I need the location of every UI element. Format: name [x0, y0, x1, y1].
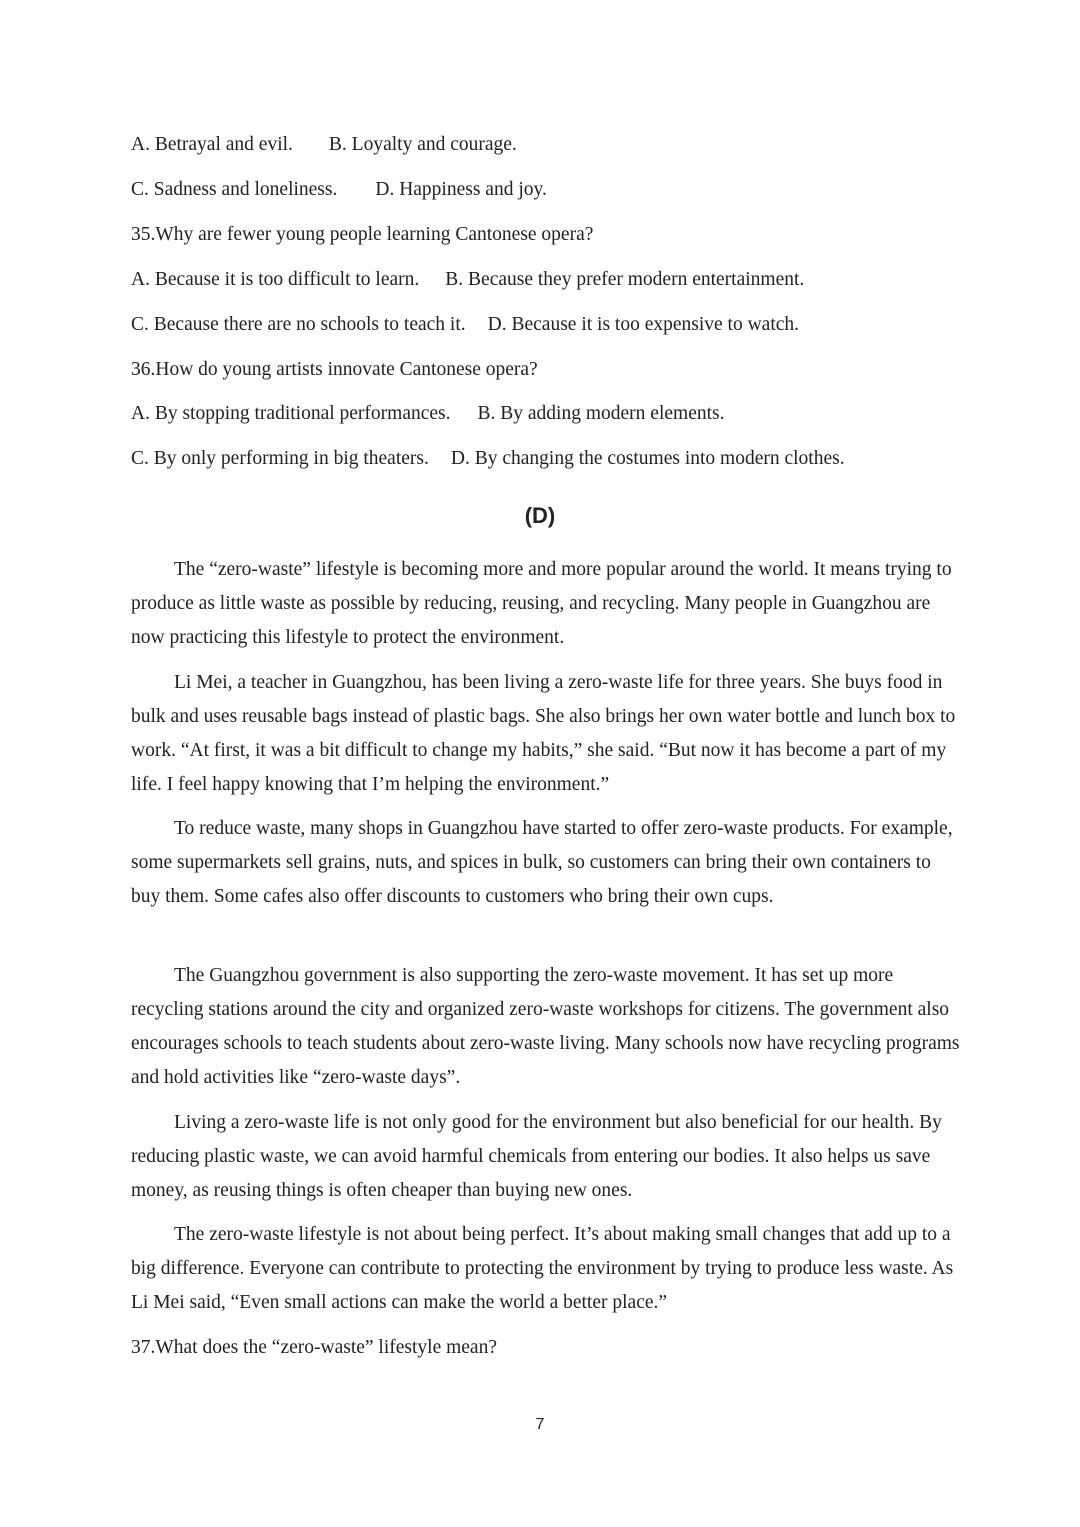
q34-option-d: D. Happiness and joy.	[375, 179, 547, 200]
q37-question: 37.What does the “zero-waste” lifestyle mean?	[131, 1337, 497, 1358]
q35-question: 35.Why are fewer young people learning Cantonese opera?	[131, 224, 594, 245]
passage-paragraph-6: The zero-waste lifestyle is not about being perfect. It’s about making small changes that add up to a big difference. Everyone can contribute to protecting the environment by trying to produce less waste. As Li Mei said, “Even small actions can make the world a better place.”	[131, 1224, 954, 1313]
q34-options-row-2	[131, 179, 547, 201]
q34-option-c: C. Sadness and loneliness.	[131, 179, 338, 200]
passage-paragraph-2: Li Mei, a teacher in Guangzhou, has been living a zero-waste life for three years. She buys food in bulk and uses reusable bags instead of plastic bags. She also brings her own water bottle and lunch box to work. “At first, it was a bit difficult to change my habits,” she said. “But now it has become a part of my life. I feel happy knowing that I’m helping the environment.”	[131, 672, 956, 795]
q36-option-b: B. By adding modern elements.	[477, 403, 725, 424]
q35-option-a: A. Because it is too difficult to learn.	[131, 269, 420, 290]
q35-options-row-2	[131, 314, 799, 336]
q36-options-row-1	[131, 403, 724, 425]
q36-option-a: A. By stopping traditional performances.	[131, 403, 451, 424]
q36-question: 36.How do young artists innovate Cantonese opera?	[131, 359, 538, 380]
q35-option-c: C. Because there are no schools to teach it.	[131, 314, 466, 335]
q34-option-a: A. Betrayal and evil.	[131, 134, 293, 155]
passage-paragraph-4: The Guangzhou government is also supporting the zero-waste movement. It has set up more recycling stations around the city and organized zero-waste workshops for citizens. The government also encourages schools to teach students about zero-waste living. Many schools now have recycling programs and hold activities like “zero-waste days”.	[131, 965, 960, 1088]
q34-option-b: B. Loyalty and courage.	[328, 134, 517, 155]
section-heading: (D)	[524, 503, 556, 528]
passage-paragraph-3: To reduce waste, many shops in Guangzhou have started to offer zero-waste products. For example, some supermarkets sell grains, nuts, and spices in bulk, so customers can bring their own containers to buy them. Some cafes also offer discounts to customers who bring their own cups.	[131, 818, 953, 907]
passage-paragraph-1: The “zero-waste” lifestyle is becoming more and more popular around the world. It means trying to produce as little waste as possible by reducing, reusing, and recycling. Many people in Guangzhou are now practicing this lifestyle to protect the environment.	[131, 559, 952, 648]
q35-option-d: D. Because it is too expensive to watch.	[487, 314, 800, 335]
q34-options-row-1	[131, 134, 517, 156]
q35-options-row-1	[131, 269, 804, 291]
q36-options-row-2	[131, 448, 845, 470]
passage-paragraph-5: Living a zero-waste life is not only good for the environment but also beneficial for our health. By reducing plastic waste, we can avoid harmful chemicals from entering our bodies. It also helps us save money, as reusing things is often cheaper than buying new ones.	[131, 1112, 942, 1201]
page-number: 7	[535, 1416, 545, 1433]
q36-option-d: D. By changing the costumes into modern clothes.	[450, 448, 845, 469]
q35-option-b: B. Because they prefer modern entertainment.	[445, 269, 805, 290]
q36-option-c: C. By only performing in big theaters.	[131, 448, 429, 469]
